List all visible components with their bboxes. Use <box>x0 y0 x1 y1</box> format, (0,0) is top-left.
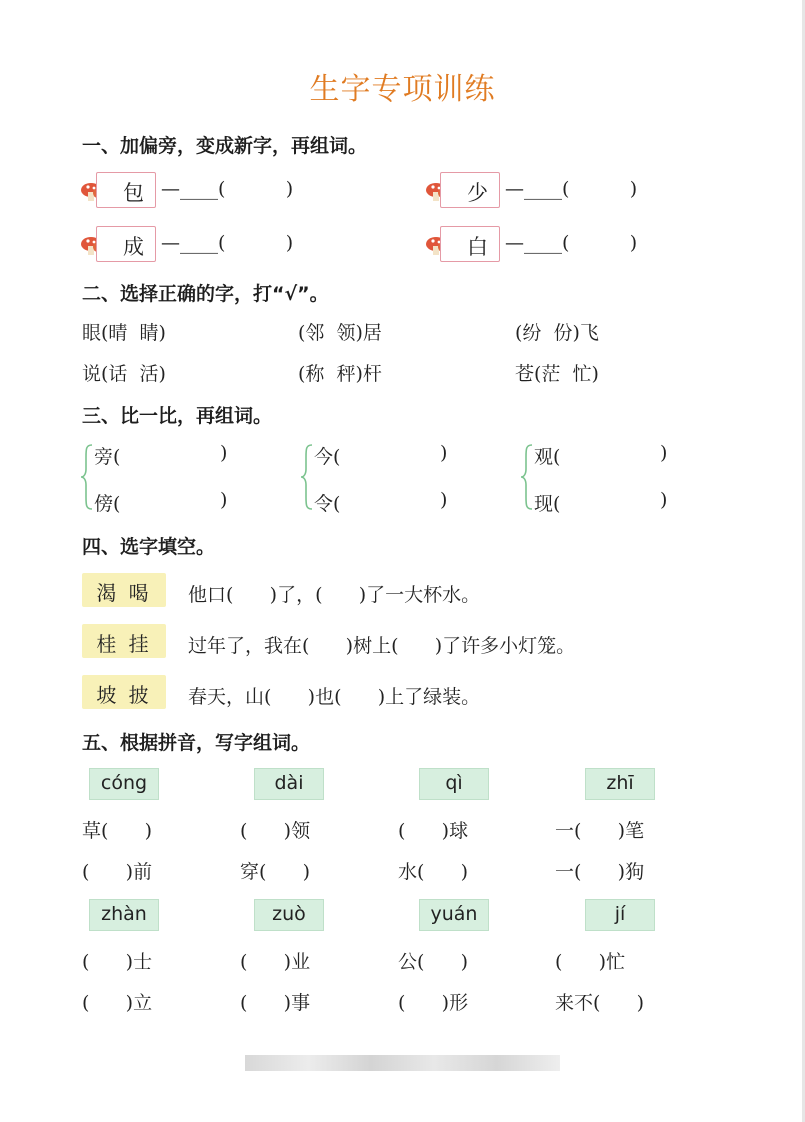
brace-icon <box>300 443 314 511</box>
pinyin-box <box>419 899 489 931</box>
word-blank: 来不( ) <box>555 992 645 1014</box>
section-3-heading: 三、比一比，再组词。 <box>82 405 273 427</box>
choice-tag <box>82 624 166 658</box>
word-blank: ( )事 <box>240 992 311 1014</box>
word-blank: ( )前 <box>82 861 153 883</box>
choice-tag <box>82 675 166 709</box>
pinyin-box <box>585 899 655 931</box>
choice-tag <box>82 573 166 607</box>
compare-close: ) <box>440 489 448 511</box>
char-box <box>440 226 500 262</box>
pinyin: yuán <box>430 903 478 925</box>
pinyin-box <box>585 768 655 800</box>
word-blank: ( )业 <box>240 951 311 973</box>
choice-item: 眼(晴 睛) <box>82 322 166 344</box>
compare-close: ) <box>660 489 668 511</box>
word-blank: ( )士 <box>82 951 153 973</box>
choice-tag-text: 渴 喝 <box>96 581 152 605</box>
choice-item: (邻 领)居 <box>298 322 382 344</box>
pinyin-box <box>89 899 159 931</box>
pinyin: dài <box>274 772 304 794</box>
word-blank: ( )形 <box>398 992 469 1014</box>
pinyin-box <box>89 768 159 800</box>
fill-sentence: 他口( )了，( )了一大杯水。 <box>188 584 481 606</box>
choice-item: (称 秤)杆 <box>298 363 382 385</box>
pinyin: zuò <box>272 903 306 925</box>
pinyin: zhī <box>606 772 634 794</box>
section-2-heading: 二、选择正确的字，打“√”。 <box>82 283 329 305</box>
char-box <box>96 226 156 262</box>
char-box <box>440 172 500 208</box>
char-box <box>96 172 156 208</box>
char: 成 <box>123 235 144 259</box>
fill-sentence: 春天，山( )也( )上了绿装。 <box>188 686 481 708</box>
compare-char: 观( <box>534 446 561 468</box>
fill-sentence: 过年了，我在( )树上( )了许多小灯笼。 <box>188 635 576 657</box>
word-blank: 穿( ) <box>240 861 311 883</box>
pinyin-box <box>419 768 489 800</box>
answer-blank: —____( ) <box>161 178 294 200</box>
blurred-footer <box>245 1055 560 1071</box>
brace-icon <box>80 443 94 511</box>
choice-tag-text: 桂 挂 <box>96 632 152 656</box>
section-1-heading: 一、加偏旁，变成新字，再组词。 <box>82 135 368 157</box>
compare-char: 旁( <box>94 446 121 468</box>
answer-blank: —____( ) <box>161 232 294 254</box>
choice-item: 苍(茫 忙) <box>515 363 599 385</box>
word-blank: ( )球 <box>398 820 469 842</box>
pinyin-box <box>254 768 324 800</box>
brace-icon <box>520 443 534 511</box>
compare-char: 现( <box>534 493 561 515</box>
char: 包 <box>123 181 144 205</box>
word-blank: ( )忙 <box>555 951 626 973</box>
word-blank: ( )领 <box>240 820 311 842</box>
compare-char: 傍( <box>94 493 121 515</box>
word-blank: ( )立 <box>82 992 153 1014</box>
choice-tag-text: 坡 披 <box>96 683 152 707</box>
word-blank: 公( ) <box>398 951 469 973</box>
word-blank: 一( )笔 <box>555 820 645 842</box>
pinyin: cóng <box>100 772 148 794</box>
pinyin: zhàn <box>101 903 147 925</box>
compare-char: 令( <box>314 493 341 515</box>
char: 少 <box>467 181 488 205</box>
compare-close: ) <box>660 442 668 464</box>
answer-blank: —____( ) <box>505 178 638 200</box>
section-4-heading: 四、选字填空。 <box>82 536 216 558</box>
pinyin-box <box>254 899 324 931</box>
word-blank: 水( ) <box>398 861 469 883</box>
compare-close: ) <box>220 442 228 464</box>
compare-char: 今( <box>314 446 341 468</box>
char: 白 <box>467 235 488 259</box>
pinyin: jí <box>614 903 626 925</box>
word-blank: 一( )狗 <box>555 861 645 883</box>
word-blank: 草( ) <box>82 820 153 842</box>
answer-blank: —____( ) <box>505 232 638 254</box>
section-5-heading: 五、根据拼音，写字组词。 <box>82 732 311 754</box>
pinyin: qì <box>445 772 463 794</box>
compare-close: ) <box>220 489 228 511</box>
choice-item: (纷 份)飞 <box>515 322 599 344</box>
compare-close: ) <box>440 442 448 464</box>
choice-item: 说(话 活) <box>82 363 166 385</box>
page-title: 生字专项训练 <box>309 72 496 107</box>
